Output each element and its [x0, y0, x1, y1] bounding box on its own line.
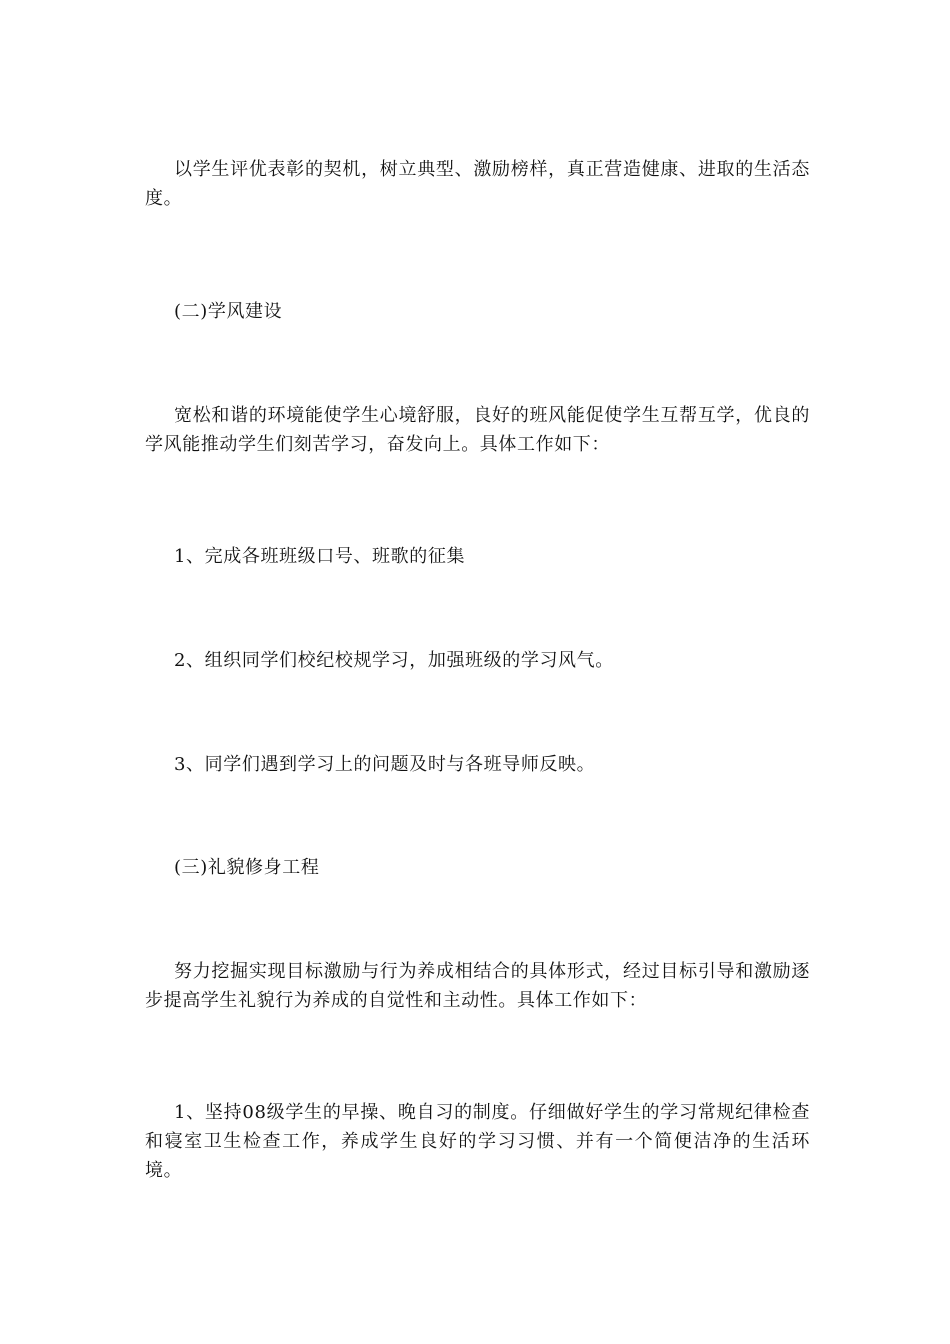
paragraph-commendation: 以学生评优表彰的契机，树立典型、激励榜样，真正营造健康、进取的生活态度。	[145, 159, 810, 209]
list-item-report-problems: 3、同学们遇到学习上的问题及时与各班导师反映。	[174, 754, 596, 775]
paragraph-study-style-intro: 宽松和谐的环境能使学生心境舒服，良好的班风能促使学生互帮互学，优良的学风能推动学生们刻苦学习，奋发向上。具体工作如下：	[145, 405, 810, 455]
heading-study-style: (二)学风建设	[174, 301, 283, 322]
heading-etiquette-project: (三)礼貌修身工程	[174, 857, 320, 878]
paragraph-etiquette-intro: 努力挖掘实现目标激励与行为养成相结合的具体形式，经过目标引导和激励逐步提高学生礼貌行为养成的自觉性和主动性。具体工作如下：	[145, 961, 810, 1011]
list-item-school-rules: 2、组织同学们校纪校规学习，加强班级的学习风气。	[174, 650, 614, 671]
list-item-morning-exercise: 1、坚持08级学生的早操、晚自习的制度。仔细做好学生的学习常规纪律检查和寝室卫生检查工作，养成学生良好的学习习惯、并有一个简便洁净的生活环境。	[145, 1102, 810, 1181]
list-item-class-slogan: 1、完成各班班级口号、班歌的征集	[174, 546, 466, 567]
